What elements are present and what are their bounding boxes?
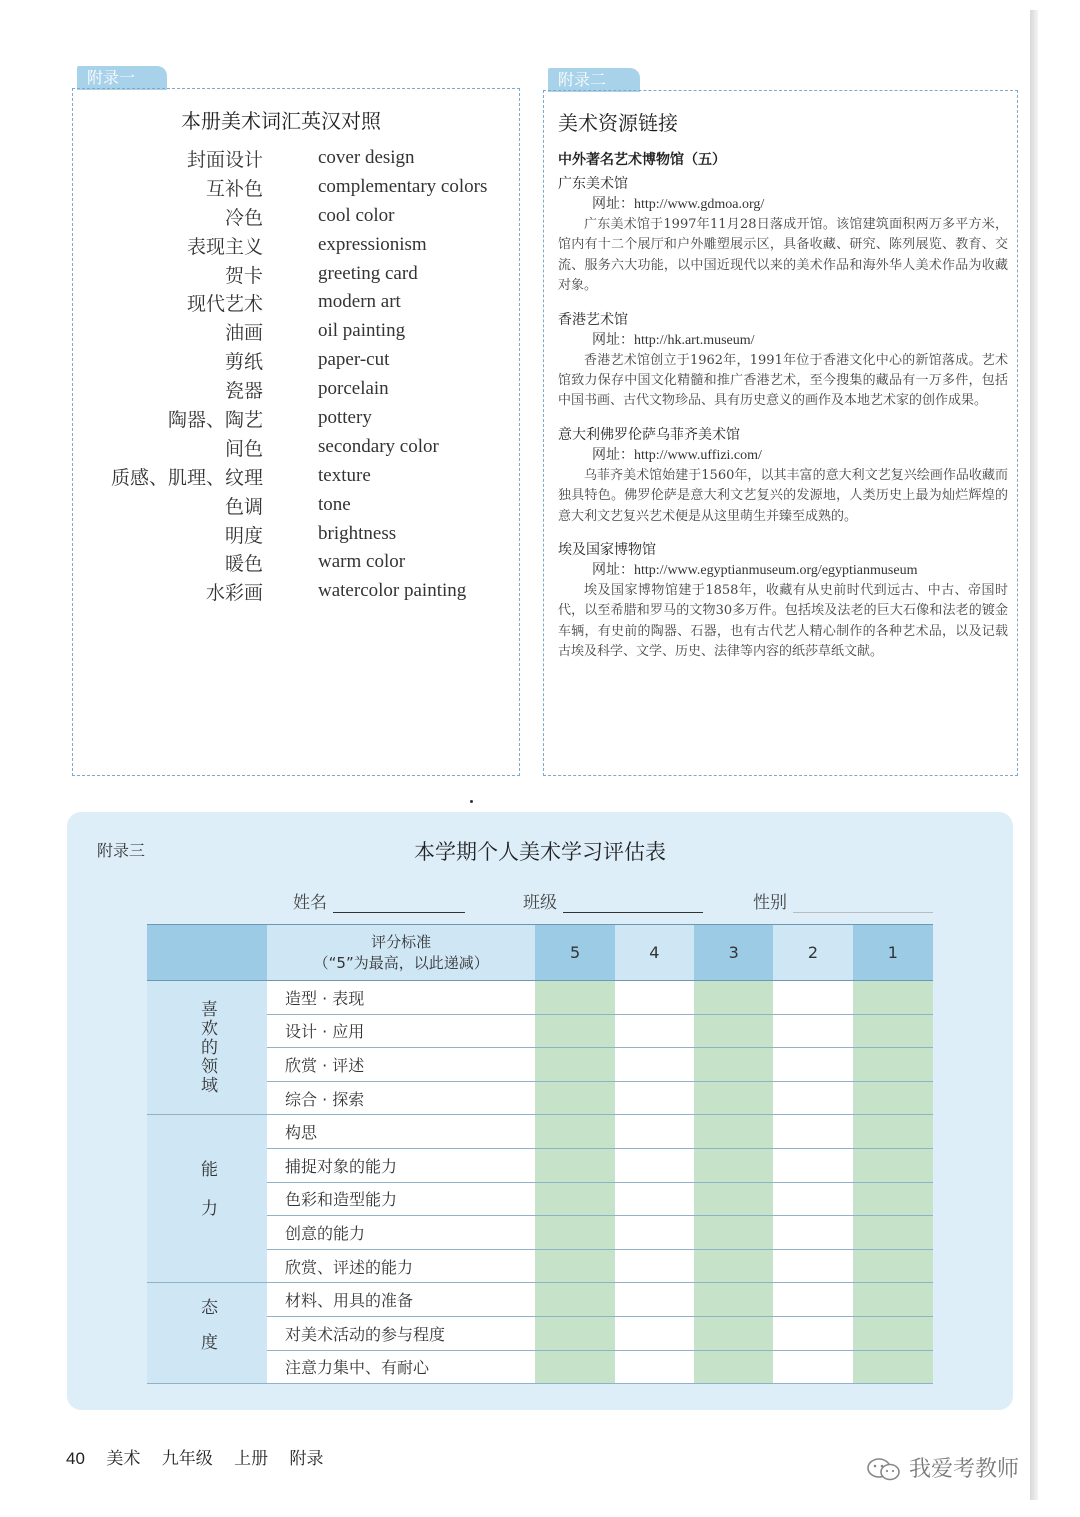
score-cell[interactable] (535, 1283, 614, 1317)
name-label: 姓名 (293, 893, 327, 913)
category-text: 能力 (197, 1159, 217, 1238)
score-cell[interactable] (694, 1216, 773, 1250)
score-cell[interactable] (773, 1216, 852, 1250)
wechat-icon (866, 1457, 902, 1483)
appendix1-tag: 附录一 (77, 66, 167, 90)
score-cell[interactable] (615, 1316, 694, 1350)
score-cell[interactable] (615, 1249, 694, 1283)
museum-entry (558, 539, 1008, 663)
museum-name: 香港艺术馆 (558, 311, 628, 328)
watermark-text: 我爱考教师 (909, 1457, 1020, 1482)
vocab-chinese: 间色 (224, 437, 263, 460)
vocab-chinese: 质感、肌理、纹理 (110, 466, 263, 489)
criterion-item: 注意力集中、有耐心 (267, 1350, 535, 1384)
score-cell[interactable] (615, 1283, 694, 1317)
museum-description: 广东美术馆于1997年11月28日落成开馆。该馆建筑面积两万多平方米，馆内有十二个展厅和户外雕塑展示区，具备收藏、研究、陈列展览、教育、交流、服务六大功能，以中国近现代以来的美术作品和海外华人美术作品为收藏对象。 (558, 217, 1008, 294)
vocab-chinese: 剪纸 (224, 351, 263, 374)
vocab-english: pottery (318, 407, 372, 429)
class-line (563, 897, 703, 913)
vocab-row (73, 405, 521, 434)
vocab-english: texture (318, 464, 371, 486)
vocab-english: complementary colors (318, 175, 488, 197)
score-cell[interactable] (694, 1048, 773, 1082)
score-cell[interactable] (773, 1048, 852, 1082)
score-cell[interactable] (694, 1182, 773, 1216)
score-cell[interactable] (773, 1350, 852, 1384)
score-cell[interactable] (853, 1316, 933, 1350)
vocab-chinese: 互补色 (205, 177, 263, 200)
vocab-english: paper-cut (318, 349, 390, 371)
vocab-chinese: 封面设计 (186, 149, 263, 171)
museum-subtitle: 中外著名艺术博物馆（五） (558, 152, 726, 168)
class-label: 班级 (523, 893, 557, 913)
watermark (866, 1452, 1019, 1483)
score-cell[interactable] (694, 981, 773, 1015)
vocab-english: greeting card (318, 262, 418, 284)
vocab-english: secondary color (318, 435, 439, 457)
score-header: 3 (694, 925, 773, 981)
header-blank (147, 925, 267, 981)
score-cell[interactable] (615, 1182, 694, 1216)
score-cell[interactable] (853, 1014, 933, 1048)
vocab-chinese: 陶器、陶艺 (167, 409, 263, 432)
score-header: 5 (535, 925, 614, 981)
score-cell[interactable] (535, 1249, 614, 1283)
score-cell[interactable] (773, 1182, 852, 1216)
evaluation-table (147, 924, 933, 1384)
evaluation-panel (67, 812, 1013, 1410)
category-text: 态度 (197, 1298, 217, 1369)
museum-url[interactable]: 网址：http://www.uffizi.com/ (592, 447, 762, 463)
category-label (147, 981, 267, 1115)
vocab-chinese: 现代艺术 (186, 293, 263, 316)
vocab-chinese: 暖色 (224, 553, 263, 576)
vocab-row (73, 347, 521, 376)
vocab-row (73, 261, 521, 290)
score-cell[interactable] (773, 1014, 852, 1048)
criterion-item: 造型 · 表现 (267, 981, 535, 1015)
vocab-chinese: 色调 (224, 495, 263, 518)
gender-line (793, 897, 933, 913)
vocab-list (73, 145, 521, 607)
score-header: 4 (615, 925, 694, 981)
score-cell[interactable] (773, 1115, 852, 1149)
footer-volume: 上册 (234, 1449, 269, 1469)
score-cell[interactable] (615, 1014, 694, 1048)
vocab-row (73, 145, 521, 174)
vocab-row (73, 492, 521, 521)
score-cell[interactable] (535, 981, 614, 1015)
score-header: 2 (773, 925, 852, 981)
criterion-item: 创意的能力 (267, 1216, 535, 1250)
vocab-english: modern art (318, 291, 401, 313)
score-cell[interactable] (694, 1283, 773, 1317)
footer-grade: 九年级 (161, 1449, 213, 1469)
vocab-row (73, 463, 521, 492)
footer-section: 附录 (289, 1449, 324, 1469)
vocab-row (73, 434, 521, 463)
vocab-chinese: 贺卡 (224, 264, 263, 287)
class-field[interactable] (523, 888, 703, 913)
score-cell[interactable] (535, 1048, 614, 1082)
vocab-chinese: 瓷器 (224, 380, 263, 403)
vocab-row (73, 289, 521, 318)
score-cell[interactable] (615, 981, 694, 1015)
museum-name: 意大利佛罗伦萨乌菲齐美术馆 (558, 426, 740, 443)
criteria-header (267, 925, 535, 981)
criterion-item: 捕捉对象的能力 (267, 1148, 535, 1182)
museum-description: 乌菲齐美术馆始建于1560年，以其丰富的意大利文艺复兴绘画作品收藏而独具特色。佛罗伦萨是意大利文艺复兴的发源地，人类历史上最为灿烂辉煌的意大利文艺复兴艺术便是从这里萌生并臻至成熟的。 (558, 467, 1008, 524)
score-cell[interactable] (615, 1350, 694, 1384)
score-cell[interactable] (535, 1081, 614, 1115)
score-cell[interactable] (853, 981, 933, 1015)
score-cell[interactable] (853, 1216, 933, 1250)
museum-entry (558, 173, 1008, 297)
score-cell[interactable] (853, 1148, 933, 1182)
criterion-item: 构思 (267, 1115, 535, 1149)
score-header: 1 (853, 925, 933, 981)
vocab-chinese: 表现主义 (186, 235, 263, 258)
page-number: 40 (66, 1449, 85, 1468)
score-cell[interactable] (535, 1350, 614, 1384)
page-edge (1030, 10, 1038, 1500)
name-line (333, 897, 465, 913)
stray-dot (470, 800, 473, 803)
gender-field[interactable] (753, 888, 933, 913)
category-label (147, 1283, 267, 1384)
score-cell[interactable] (535, 1316, 614, 1350)
score-cell[interactable] (615, 1081, 694, 1115)
museum-url[interactable]: 网址：http://hk.art.museum/ (592, 332, 755, 348)
criterion-item: 材料、用具的准备 (267, 1283, 535, 1317)
score-cell[interactable] (535, 1115, 614, 1149)
score-cell[interactable] (853, 1182, 933, 1216)
museum-list (558, 149, 1008, 675)
score-cell[interactable] (773, 1316, 852, 1350)
museum-url[interactable]: 网址：http://www.egyptianmuseum.org/egyptianmuseum (592, 563, 918, 579)
vocab-english: brightness (318, 522, 397, 544)
criteria-line2: （“5”为最高，以此递减） (313, 953, 489, 972)
evaluation-title: 本学期个人美术学习评估表 (414, 840, 666, 864)
vocab-english: oil painting (318, 320, 406, 342)
museum-entry (558, 424, 1008, 527)
appendix2-box (543, 90, 1018, 776)
museum-entry (558, 309, 1008, 412)
vocab-chinese: 水彩画 (205, 582, 263, 605)
score-cell[interactable] (773, 1081, 852, 1115)
vocab-english: porcelain (318, 378, 389, 400)
score-cell[interactable] (615, 1216, 694, 1250)
footer-subject: 美术 (106, 1449, 141, 1469)
score-cell[interactable] (535, 1014, 614, 1048)
appendix1-box (72, 88, 520, 776)
vocab-row (73, 174, 521, 203)
score-cell[interactable] (853, 1048, 933, 1082)
score-cell[interactable] (773, 1249, 852, 1283)
score-cell[interactable] (694, 1014, 773, 1048)
table-row (147, 1283, 933, 1317)
criterion-item: 设计 · 应用 (267, 1014, 535, 1048)
vocab-chinese: 冷色 (224, 206, 263, 229)
museum-name: 埃及国家博物馆 (558, 542, 656, 559)
vocab-row (73, 203, 521, 232)
vocab-row (73, 549, 521, 578)
museum-description: 香港艺术馆创立于1962年，1991年位于香港文化中心的新馆落成。艺术馆致力保存中国文化精髓和推广香港艺术，至今搜集的藏品有一万多件，包括中国书画、古代文物珍品、具有历史意义的画作及本地艺术家的创作成果。 (558, 352, 1008, 409)
score-cell[interactable] (694, 1081, 773, 1115)
criterion-item: 欣赏 · 评述 (267, 1048, 535, 1082)
vocab-english: watercolor painting (318, 580, 467, 602)
score-cell[interactable] (615, 1115, 694, 1149)
score-cell[interactable] (773, 1148, 852, 1182)
vocab-english: expressionism (318, 233, 427, 255)
appendix2-tag: 附录二 (548, 68, 640, 92)
score-cell[interactable] (694, 1115, 773, 1149)
vocab-row (73, 376, 521, 405)
vocab-chinese: 油画 (224, 322, 263, 345)
score-cell[interactable] (773, 981, 852, 1015)
criterion-item: 对美术活动的参与程度 (267, 1316, 535, 1350)
score-cell[interactable] (853, 1249, 933, 1283)
score-cell[interactable] (853, 1115, 933, 1149)
table-header-row (147, 925, 933, 981)
score-cell[interactable] (535, 1216, 614, 1250)
vocab-row (73, 318, 521, 347)
museum-name: 广东美术馆 (558, 176, 628, 192)
score-cell[interactable] (853, 1081, 933, 1115)
vocab-english: tone (318, 493, 351, 515)
score-cell[interactable] (615, 1048, 694, 1082)
name-field[interactable] (293, 888, 465, 913)
criterion-item: 欣赏、评述的能力 (267, 1249, 535, 1283)
museum-description: 埃及国家博物馆建于1858年，收藏有从史前时代到远古、中古、帝国时代，以至希腊和罗马的文物30多万件。包括埃及法老的巨大石像和法老的镀金车辆，有史前的陶器、石器，也有古代艺人精心制作的各种艺术品，以及记载古埃及科学、文学、历史、法律等内容的纸莎草纸文献。 (558, 583, 1008, 660)
score-cell[interactable] (853, 1283, 933, 1317)
table-row (147, 981, 933, 1015)
criteria-line1: 评分标准 (371, 932, 432, 951)
score-cell[interactable] (694, 1249, 773, 1283)
score-cell[interactable] (694, 1148, 773, 1182)
criterion-item: 综合 · 探索 (267, 1081, 535, 1115)
category-text: 喜欢的领域 (197, 1000, 217, 1096)
category-label (147, 1115, 267, 1283)
appendix1-title: 本册美术词汇英汉对照 (181, 109, 381, 133)
vocab-english: cool color (318, 204, 395, 226)
vocab-row (73, 232, 521, 261)
vocab-english: cover design (318, 147, 415, 168)
appendix2-title: 美术资源链接 (558, 111, 678, 135)
score-cell[interactable] (535, 1148, 614, 1182)
score-cell[interactable] (694, 1350, 773, 1384)
score-cell[interactable] (694, 1316, 773, 1350)
score-cell[interactable] (853, 1350, 933, 1384)
museum-url[interactable]: 网址：http://www.gdmoa.org/ (592, 197, 765, 212)
table-row (147, 1115, 933, 1149)
score-cell[interactable] (615, 1148, 694, 1182)
score-cell[interactable] (535, 1182, 614, 1216)
gender-label: 性别 (753, 893, 787, 913)
vocab-row (73, 521, 521, 550)
vocab-english: warm color (318, 551, 406, 573)
appendix3-tag: 附录三 (97, 841, 146, 860)
vocab-chinese: 明度 (224, 524, 263, 547)
page-footer (66, 1444, 340, 1469)
vocab-row (73, 578, 521, 607)
score-cell[interactable] (773, 1283, 852, 1317)
criterion-item: 色彩和造型能力 (267, 1182, 535, 1216)
